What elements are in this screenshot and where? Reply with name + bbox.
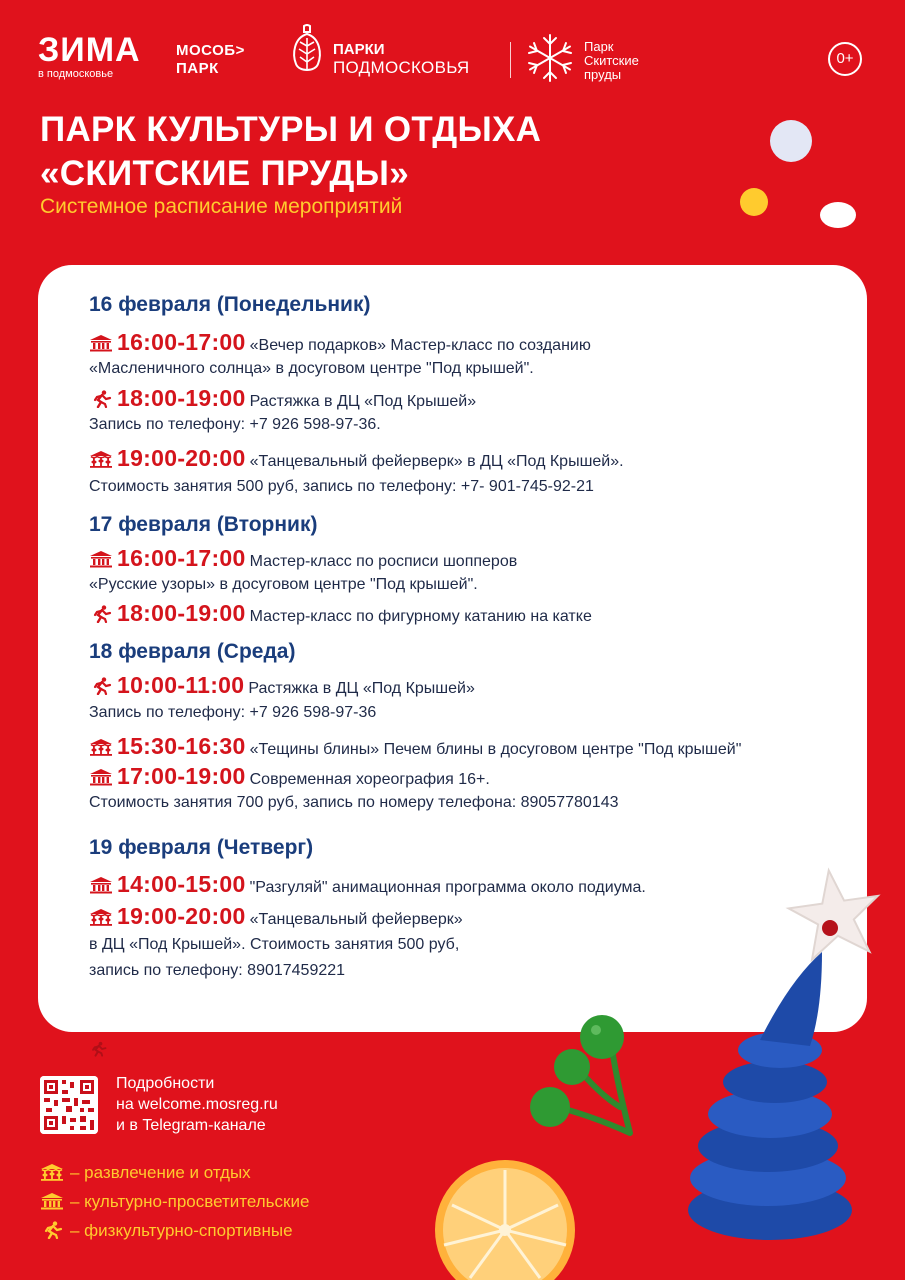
- event-row: [89, 329, 591, 356]
- snowflake-icon: [524, 32, 576, 84]
- event-detail: Стоимость занятия 500 руб, запись по телефону: +7- 901-745-92-21: [89, 478, 594, 495]
- runner-icon: [40, 1221, 64, 1239]
- event-time: 18:00-19:00: [117, 600, 246, 626]
- runner-icon: [89, 390, 113, 408]
- carousel-icon: [89, 908, 113, 926]
- event-time: 17:00-19:00: [117, 763, 246, 789]
- header: [0, 0, 905, 100]
- event-detail: запись по телефону: 89017459221: [89, 962, 346, 979]
- zima-logo-title: ЗИМА: [38, 31, 141, 69]
- runner-icon: [89, 605, 113, 623]
- runner-icon: [88, 1040, 108, 1058]
- event-time: 18:00-19:00: [117, 385, 246, 411]
- mosobpark-line2: ПАРК: [176, 60, 219, 77]
- event-detail: Стоимость занятия 700 руб, запись по номеру телефона: 89057780143: [89, 794, 619, 811]
- page-title: [40, 108, 541, 196]
- legend-item-entertainment: [40, 1163, 251, 1183]
- event-time: 19:00-20:00: [117, 903, 246, 929]
- event-row: [89, 545, 517, 572]
- christmas-tree-decoration: [650, 860, 900, 1240]
- legend-label: – физкультурно-спортивные: [70, 1221, 293, 1240]
- museum-icon: [89, 550, 113, 568]
- event-time: 16:00-17:00: [117, 329, 246, 355]
- museum-icon: [89, 768, 113, 786]
- event-text: «Танцевальный фейерверк» в ДЦ «Под Крышей».: [249, 453, 624, 470]
- parki-line1: ПАРКИ: [333, 41, 385, 58]
- decor-dot-yellow: [740, 188, 768, 216]
- event-detail: в ДЦ «Под Крышей». Стоимость занятия 500 руб,: [89, 936, 460, 953]
- legend-label: – культурно-просветительские: [70, 1192, 310, 1211]
- day-heading: 17 февраля (Вторник): [89, 513, 318, 536]
- event-row: [89, 763, 490, 790]
- parki-line2: ПОДМОСКОВЬЯ: [333, 58, 470, 77]
- event-detail: Запись по телефону: +7 926 598-97-36.: [89, 416, 381, 433]
- event-time: 19:00-20:00: [117, 445, 246, 471]
- event-row: [89, 733, 741, 760]
- skit-line3: пруды: [584, 67, 622, 82]
- event-row: [89, 445, 624, 472]
- skit-line1: Парк: [584, 39, 614, 54]
- event-text: «Танцевальный фейерверк»: [249, 911, 463, 928]
- event-text: Мастер-класс по росписи шопперов: [249, 553, 518, 570]
- event-text: "Разгуляй" анимационная программа около подиума.: [249, 879, 646, 896]
- day-heading: 19 февраля (Четверг): [89, 836, 314, 859]
- event-text: «Вечер подарков» Мастер-класс по созданию: [249, 337, 591, 354]
- header-divider: [510, 42, 511, 78]
- carousel-icon: [40, 1163, 64, 1181]
- day-heading: 18 февраля (Среда): [89, 640, 296, 663]
- event-text: Растяжка в ДЦ «Под Крышей»: [249, 393, 477, 410]
- more-info-line3: и в Telegram-канале: [116, 1117, 266, 1134]
- page-subtitle: Системное расписание мероприятий: [40, 195, 403, 218]
- mosobpark-logo: [176, 42, 245, 78]
- event-text: Растяжка в ДЦ «Под Крышей»: [248, 680, 475, 697]
- museum-icon: [40, 1192, 64, 1210]
- runner-icon: [89, 677, 113, 695]
- event-row: [89, 385, 476, 412]
- museum-icon: [89, 876, 113, 894]
- more-info-text: [116, 1073, 278, 1136]
- decor-dot-white: [820, 202, 856, 228]
- orange-slice-decoration: [430, 1145, 580, 1280]
- berries-decoration: [520, 1005, 660, 1155]
- age-rating-badge: 0+: [828, 42, 862, 76]
- event-time: 14:00-15:00: [117, 871, 246, 897]
- event-time: 15:30-16:30: [117, 733, 246, 759]
- qr-code[interactable]: [40, 1076, 98, 1134]
- mosobpark-line1: МОСОБ>: [176, 42, 245, 59]
- page-title-line1: ПАРК КУЛЬТУРЫ И ОТДЫХА: [40, 110, 542, 149]
- event-detail: Запись по телефону: +7 926 598-97-36: [89, 704, 377, 721]
- legend-item-cultural: [40, 1192, 309, 1212]
- zima-logo: [38, 31, 141, 80]
- event-text: Современная хореография 16+.: [249, 771, 490, 788]
- event-detail: «Русские узоры» в досуговом центре "Под крышей".: [89, 576, 478, 593]
- carousel-icon: [89, 450, 113, 468]
- legend-item-sport: [40, 1221, 293, 1241]
- event-row: [89, 672, 475, 699]
- decor-dot-lightblue: [770, 120, 812, 162]
- more-info-line2[interactable]: на welcome.mosreg.ru: [116, 1096, 278, 1113]
- event-text: «Тещины блины» Печем блины в досуговом центре "Под крышей": [249, 741, 742, 758]
- page-title-line2: «СКИТСКИЕ ПРУДЫ»: [40, 154, 410, 193]
- parki-logo-text: [333, 41, 470, 77]
- parki-leaf-icon: [290, 24, 324, 78]
- event-time: 10:00-11:00: [117, 672, 245, 698]
- event-row: [89, 871, 646, 898]
- event-row: [89, 600, 592, 627]
- event-detail: «Масленичного солнца» в досуговом центре "Под крышей".: [89, 360, 534, 377]
- day-heading: 16 февраля (Понедельник): [89, 293, 371, 316]
- event-time: 16:00-17:00: [117, 545, 246, 571]
- museum-icon: [89, 334, 113, 352]
- skit-line2: Скитские: [584, 53, 639, 68]
- event-text: Мастер-класс по фигурному катанию на катке: [249, 608, 592, 625]
- carousel-icon: [89, 738, 113, 756]
- skit-logo-text: [584, 40, 639, 82]
- zima-logo-subtitle: в подмосковье: [38, 68, 114, 80]
- more-info-line1: Подробности: [116, 1075, 215, 1092]
- event-row: [89, 903, 463, 930]
- legend-label: – развлечение и отдых: [70, 1163, 251, 1182]
